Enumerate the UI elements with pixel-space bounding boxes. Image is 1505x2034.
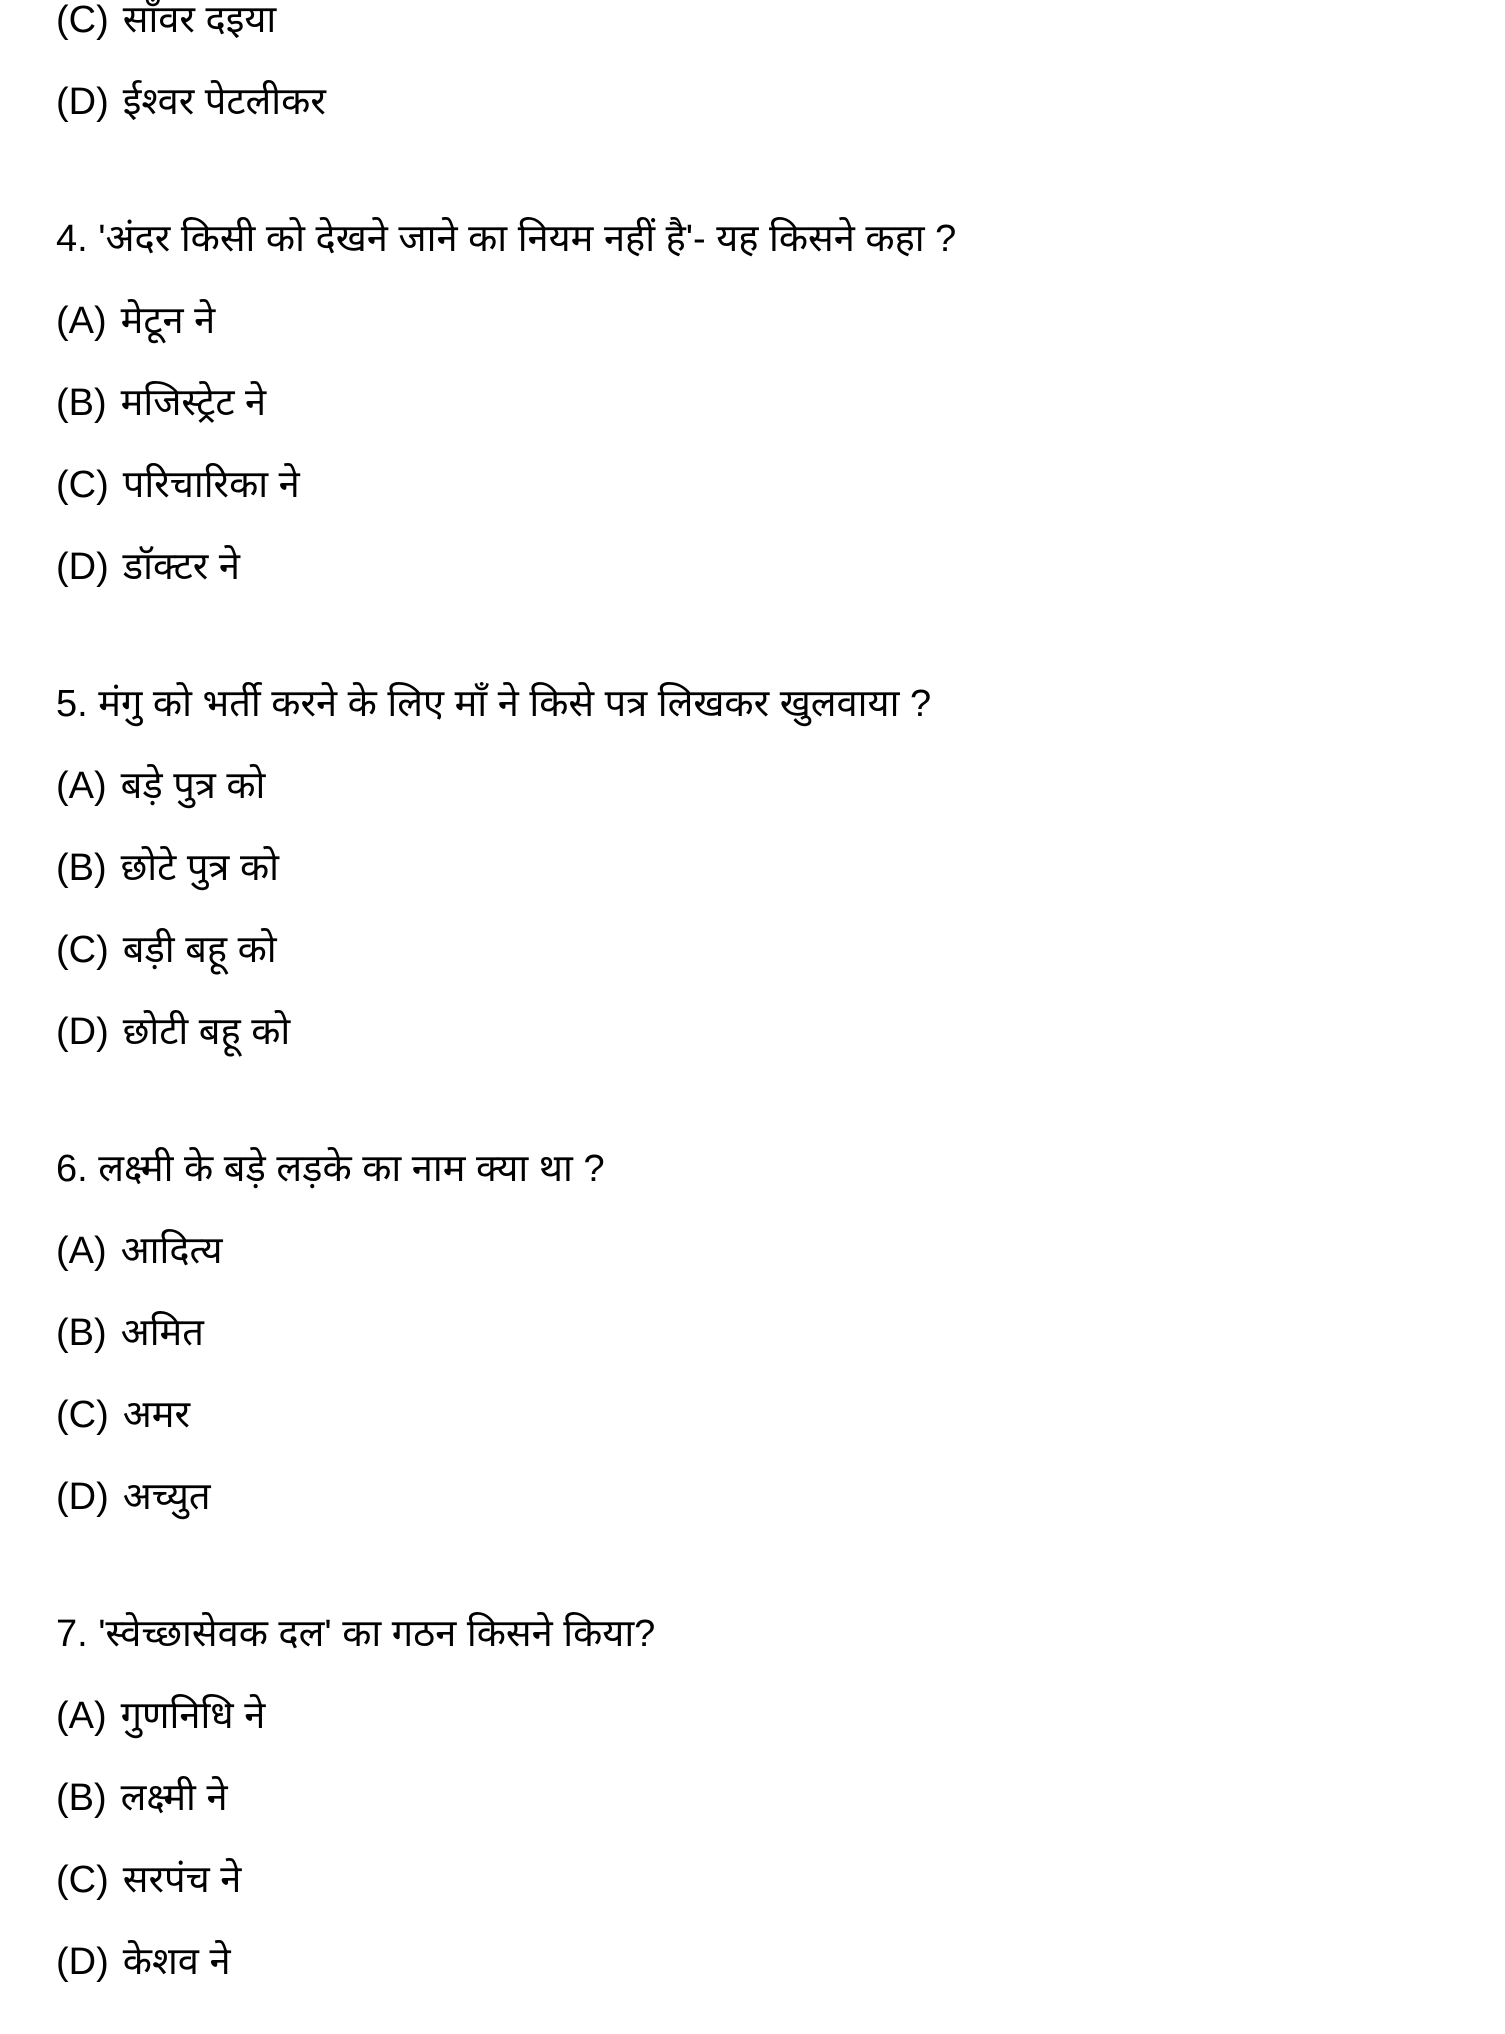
option-text: बड़ी बहू को [122, 929, 277, 971]
answer-option [56, 444, 1505, 526]
option-label: (D) [56, 546, 109, 588]
option-label: (B) [56, 1312, 107, 1354]
answer-option [56, 1292, 1505, 1374]
answer-option [56, 1374, 1505, 1456]
answer-option [56, 61, 1505, 143]
answer-option [56, 1757, 1505, 1839]
option-text: डॉक्टर ने [122, 546, 240, 588]
option-text: छोटी बहू को [122, 1011, 291, 1053]
option-label: (D) [56, 1941, 109, 1983]
option-label: (B) [56, 1777, 107, 1819]
question-text: 6. लक्ष्मी के बड़े लड़के का नाम क्या था ? [56, 1148, 605, 1190]
option-label: (A) [56, 765, 107, 807]
option-label: (C) [56, 1859, 109, 1901]
option-text: गुणनिधि ने [120, 1695, 266, 1737]
answer-option [56, 1456, 1505, 1538]
option-text: बड़े पुत्र को [120, 765, 266, 807]
answer-option [56, 1675, 1505, 1757]
option-label: (C) [56, 929, 109, 971]
option-text: साँवर दइया [122, 0, 277, 41]
option-label: (A) [56, 1230, 107, 1272]
option-label: (C) [56, 1394, 109, 1436]
option-text: परिचारिका ने [122, 464, 300, 506]
option-text: मजिस्ट्रेट ने [120, 382, 267, 424]
option-label: (A) [56, 1695, 107, 1737]
option-label: (C) [56, 0, 109, 41]
option-label: (D) [56, 1011, 109, 1053]
answer-option [56, 991, 1505, 1073]
answer-option [56, 827, 1505, 909]
option-label: (C) [56, 464, 109, 506]
answer-option [56, 1210, 1505, 1292]
option-label: (B) [56, 847, 107, 889]
answer-option [56, 362, 1505, 444]
option-label: (B) [56, 382, 107, 424]
option-text: सरपंच ने [122, 1859, 242, 1901]
question-text: 5. मंगु को भर्ती करने के लिए माँ ने किसे पत्र लिखकर खुलवाया ? [56, 683, 932, 725]
option-text: लक्ष्मी ने [120, 1777, 228, 1819]
answer-option [56, 280, 1505, 362]
option-text: अमर [122, 1394, 191, 1436]
answer-option [56, 909, 1505, 991]
option-text: मेटून ने [120, 300, 216, 342]
answer-option [56, 526, 1505, 608]
option-text: केशव ने [122, 1941, 231, 1983]
answer-option [56, 1921, 1505, 2003]
option-text: छोटे पुत्र को [120, 847, 279, 889]
option-text: ईश्वर पेटलीकर [122, 81, 326, 123]
option-label: (A) [56, 300, 107, 342]
question-text: 4. 'अंदर किसी को देखने जाने का नियम नहीं है'- यह किसने कहा ? [56, 218, 957, 260]
option-text: अमित [120, 1312, 204, 1354]
option-label: (D) [56, 1476, 109, 1518]
option-text: अच्युत [122, 1476, 211, 1518]
option-label: (D) [56, 81, 109, 123]
answer-option [56, 1839, 1505, 1921]
question-text: 7. 'स्वेच्छासेवक दल' का गठन किसने किया? [56, 1613, 656, 1655]
answer-option [56, 745, 1505, 827]
option-text: आदित्य [120, 1230, 223, 1272]
answer-option [56, 0, 1505, 61]
question-paper [56, 0, 1505, 2003]
